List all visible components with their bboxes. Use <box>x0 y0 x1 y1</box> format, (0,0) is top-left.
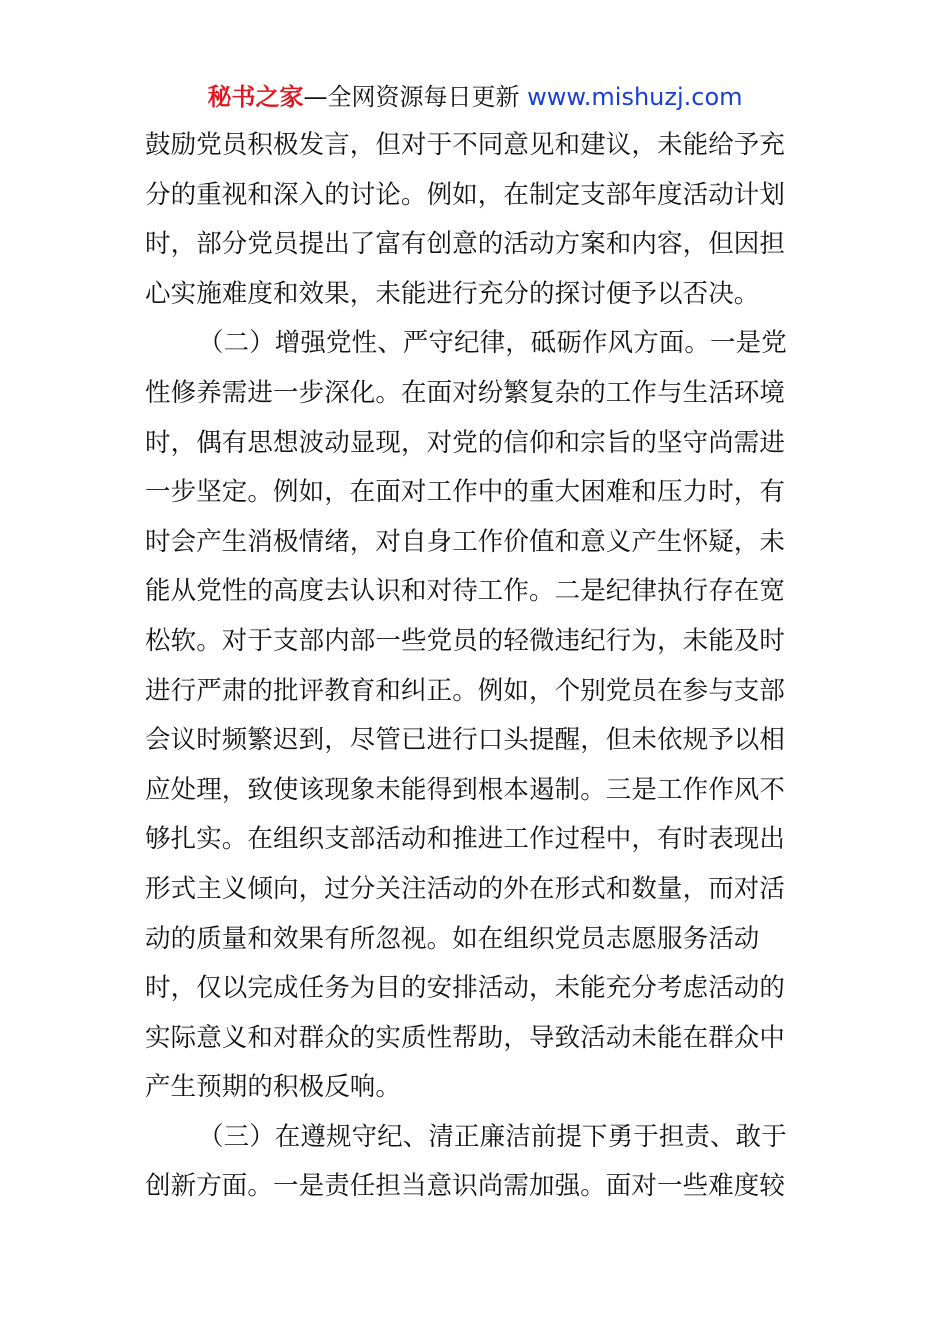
text-line: 分的重视和深入的讨论。例如，在制定支部年度活动计划 <box>145 179 786 210</box>
text-line: 心实施难度和效果，未能进行充分的探讨便予以否决。 <box>145 278 760 309</box>
text-line: 动的质量和效果有所忽视。如在组织党员志愿服务活动 <box>145 923 760 954</box>
text-line: 性修养需进一步深化。在面对纷繁复杂的工作与生活环境 <box>145 377 786 408</box>
text-line: 形式主义倾向，过分关注活动的外在形式和数量，而对活 <box>145 873 786 904</box>
text-line: 时会产生消极情绪，对自身工作价值和意义产生怀疑，未 <box>145 526 786 557</box>
text-line: 会议时频繁迟到，尽管已进行口头提醒，但未依规予以相 <box>145 725 786 756</box>
text-line: 产生预期的积极反响。 <box>145 1072 402 1103</box>
text-line: 能从党性的高度去认识和对待工作。二是纪律执行存在宽 <box>145 576 786 607</box>
text-line: 创新方面。一是责任担当意识尚需加强。面对一些难度较 <box>145 1171 786 1202</box>
text-line: 松软。对于支部内部一些党员的轻微违纪行为，未能及时 <box>145 625 786 656</box>
section-heading-line: （三）在遵规守纪、清正廉洁前提下勇于担责、敢于 <box>198 1121 787 1152</box>
text-line: 时，部分党员提出了富有创意的活动方案和内容，但因担 <box>145 229 786 260</box>
text-line: 实际意义和对群众的实质性帮助，导致活动未能在群众中 <box>145 1022 786 1053</box>
site-header <box>0 80 950 114</box>
text-line: 鼓励党员积极发言，但对于不同意见和建议，未能给予充 <box>145 130 786 160</box>
text-line: 够扎实。在组织支部活动和推进工作过程中，有时表现出 <box>145 824 786 855</box>
site-url-link[interactable]: www.mishuzj.com <box>527 83 743 111</box>
text-line: 应处理，致使该现象未能得到根本遏制。三是工作作风不 <box>145 774 786 805</box>
section-heading-line: （二）增强党性、严守纪律，砥砺作风方面。一是党 <box>198 328 787 359</box>
document-body <box>145 121 795 1212</box>
text-line: 时，偶有思想波动显现，对党的信仰和宗旨的坚守尚需进 <box>145 427 786 458</box>
text-line: 一步坚定。例如，在面对工作中的重大困难和压力时，有 <box>145 477 786 508</box>
text-line: 时，仅以完成任务为目的安排活动，未能充分考虑活动的 <box>145 973 786 1004</box>
text-line: 进行严肃的批评教育和纠正。例如，个别党员在参与支部 <box>145 675 786 706</box>
site-tagline: —全网资源每日更新 <box>303 83 520 111</box>
site-brand: 秘书之家 <box>207 83 304 111</box>
